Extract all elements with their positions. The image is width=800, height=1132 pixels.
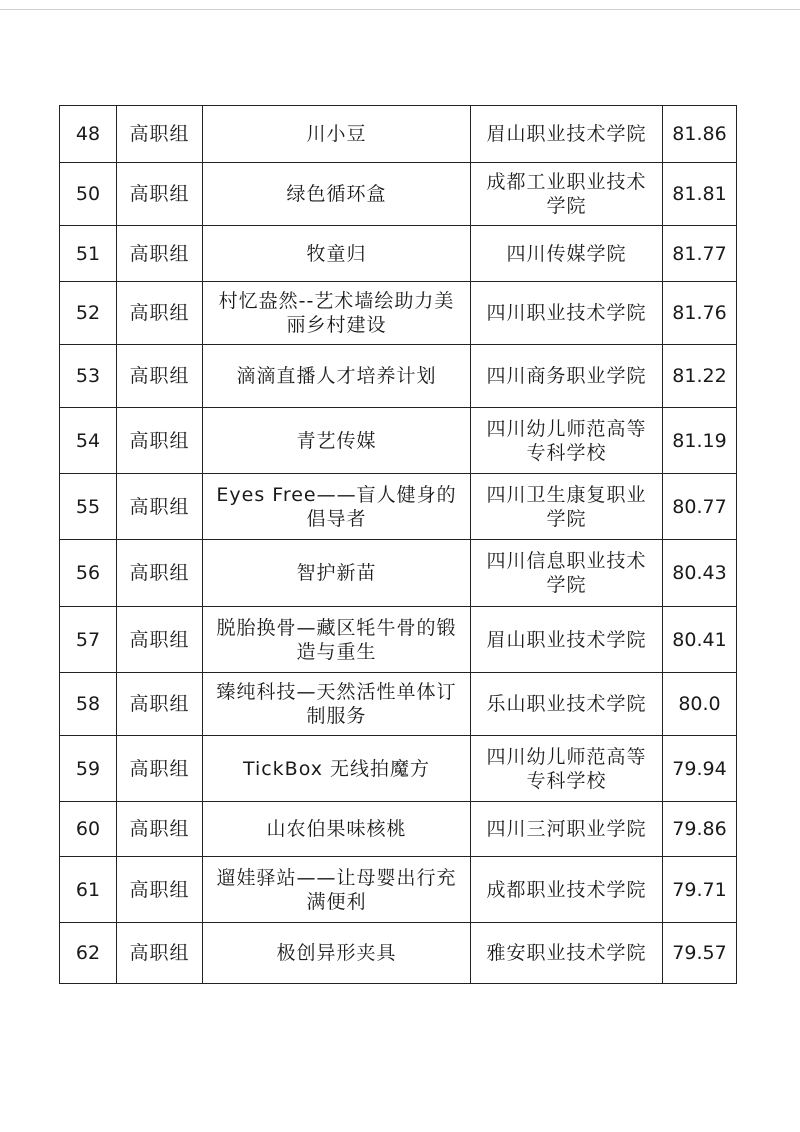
table-row: [60, 607, 737, 673]
rank-cell: 50: [60, 163, 117, 226]
table-row: [60, 857, 737, 923]
score-cell: 79.86: [663, 802, 737, 857]
score-cell: 81.86: [663, 106, 737, 163]
rank-cell: 60: [60, 802, 117, 857]
score-cell: 80.41: [663, 607, 737, 673]
school-name-cell: 四川三河职业学院: [471, 802, 663, 857]
group-cell: 高职组: [117, 736, 203, 802]
table-row: [60, 226, 737, 282]
project-name-cell: 极创异形夹具: [203, 923, 471, 984]
results-table: [59, 105, 737, 984]
table-row: [60, 282, 737, 345]
rank-cell: 62: [60, 923, 117, 984]
rank-cell: 51: [60, 226, 117, 282]
group-cell: 高职组: [117, 802, 203, 857]
rank-cell: 57: [60, 607, 117, 673]
project-name-cell: 青艺传媒: [203, 408, 471, 474]
table-row: [60, 408, 737, 474]
school-name-cell: 眉山职业技术学院: [471, 607, 663, 673]
project-name-cell: 遛娃驿站——让母婴出行充满便利: [203, 857, 471, 923]
group-cell: 高职组: [117, 673, 203, 736]
table-row: [60, 802, 737, 857]
rank-cell: 54: [60, 408, 117, 474]
project-name-cell: 滴滴直播人才培养计划: [203, 345, 471, 408]
score-cell: 79.71: [663, 857, 737, 923]
group-cell: 高职组: [117, 474, 203, 540]
group-cell: 高职组: [117, 408, 203, 474]
school-name-cell: 四川职业技术学院: [471, 282, 663, 345]
score-cell: 81.22: [663, 345, 737, 408]
score-cell: 81.81: [663, 163, 737, 226]
project-name-cell: 智护新苗: [203, 540, 471, 607]
rank-cell: 53: [60, 345, 117, 408]
group-cell: 高职组: [117, 540, 203, 607]
school-name-cell: 四川卫生康复职业学院: [471, 474, 663, 540]
group-cell: 高职组: [117, 226, 203, 282]
page-top-rule: [0, 9, 800, 10]
table-row: [60, 923, 737, 984]
table-row: [60, 106, 737, 163]
project-name-cell: 山农伯果味核桃: [203, 802, 471, 857]
table-row: [60, 345, 737, 408]
score-cell: 81.76: [663, 282, 737, 345]
school-name-cell: 四川信息职业技术学院: [471, 540, 663, 607]
table-row: [60, 736, 737, 802]
table-row: [60, 540, 737, 607]
school-name-cell: 成都职业技术学院: [471, 857, 663, 923]
group-cell: 高职组: [117, 163, 203, 226]
rank-cell: 61: [60, 857, 117, 923]
project-name-cell: 臻纯科技—天然活性单体订制服务: [203, 673, 471, 736]
project-name-cell: 川小豆: [203, 106, 471, 163]
group-cell: 高职组: [117, 607, 203, 673]
table-row: [60, 673, 737, 736]
project-name-cell: Eyes Free——盲人健身的倡导者: [203, 474, 471, 540]
score-cell: 80.77: [663, 474, 737, 540]
score-cell: 80.43: [663, 540, 737, 607]
group-cell: 高职组: [117, 106, 203, 163]
group-cell: 高职组: [117, 282, 203, 345]
rank-cell: 59: [60, 736, 117, 802]
rank-cell: 56: [60, 540, 117, 607]
rank-cell: 58: [60, 673, 117, 736]
rank-cell: 48: [60, 106, 117, 163]
project-name-cell: TickBox 无线拍魔方: [203, 736, 471, 802]
school-name-cell: 眉山职业技术学院: [471, 106, 663, 163]
table-row: [60, 163, 737, 226]
project-name-cell: 村忆盎然--艺术墙绘助力美丽乡村建设: [203, 282, 471, 345]
results-table-body: [60, 106, 737, 984]
score-cell: 80.0: [663, 673, 737, 736]
group-cell: 高职组: [117, 857, 203, 923]
rank-cell: 55: [60, 474, 117, 540]
score-cell: 79.57: [663, 923, 737, 984]
table-row: [60, 474, 737, 540]
score-cell: 79.94: [663, 736, 737, 802]
school-name-cell: 四川传媒学院: [471, 226, 663, 282]
school-name-cell: 成都工业职业技术学院: [471, 163, 663, 226]
school-name-cell: 四川商务职业学院: [471, 345, 663, 408]
school-name-cell: 四川幼儿师范高等专科学校: [471, 408, 663, 474]
score-cell: 81.77: [663, 226, 737, 282]
project-name-cell: 牧童归: [203, 226, 471, 282]
school-name-cell: 乐山职业技术学院: [471, 673, 663, 736]
group-cell: 高职组: [117, 923, 203, 984]
project-name-cell: 绿色循环盒: [203, 163, 471, 226]
rank-cell: 52: [60, 282, 117, 345]
project-name-cell: 脱胎换骨—藏区牦牛骨的锻造与重生: [203, 607, 471, 673]
score-cell: 81.19: [663, 408, 737, 474]
school-name-cell: 雅安职业技术学院: [471, 923, 663, 984]
group-cell: 高职组: [117, 345, 203, 408]
school-name-cell: 四川幼儿师范高等专科学校: [471, 736, 663, 802]
